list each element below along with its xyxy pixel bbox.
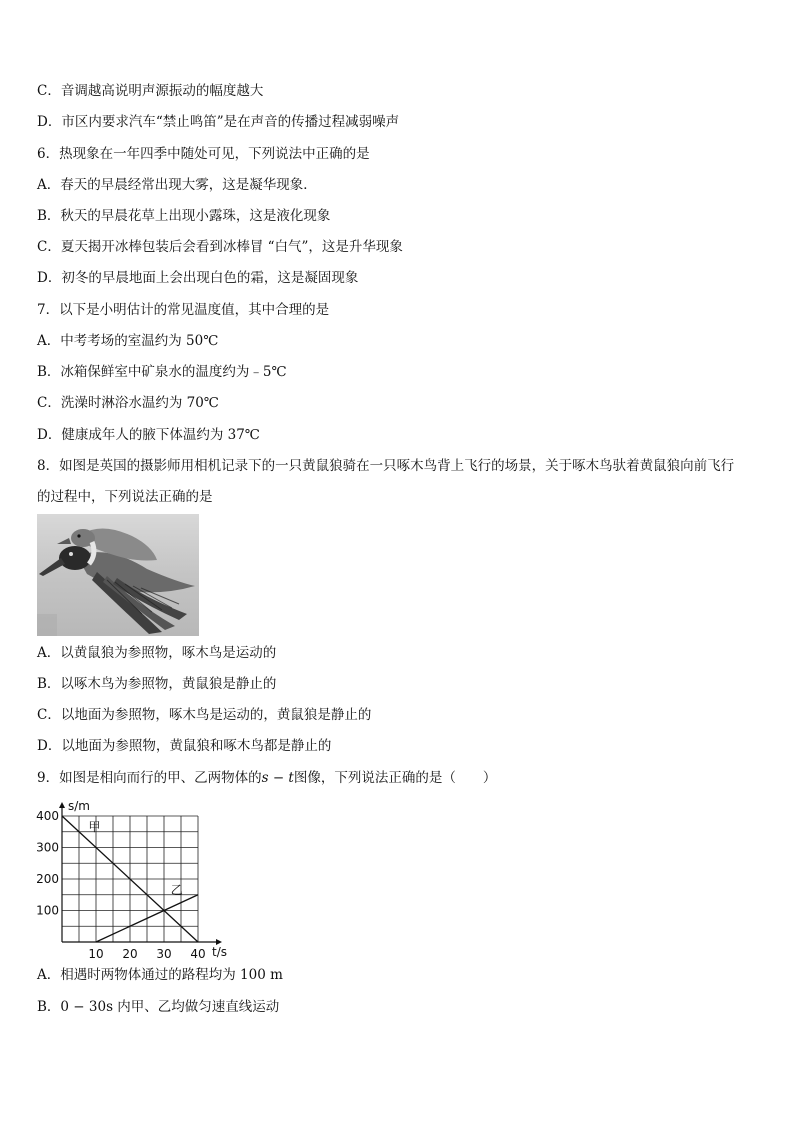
question-9-suffix: 图像，下列说法正确的是（ ） bbox=[293, 770, 497, 786]
option-8c: C．以地面为参照物，啄木鸟是运动的，黄鼠狼是静止的 bbox=[37, 707, 372, 723]
option-6c: C．夏天揭开冰棒包装后会看到冰棒冒 “白气”，这是升华现象 bbox=[37, 239, 403, 255]
question-8-line1: 8．如图是英国的摄影师用相机记录下的一只黄鼠狼骑在一只啄木鸟背上飞行的场景，关于啄木鸟驮着黄鼠狼向前飞行 bbox=[37, 458, 735, 474]
option-9a: A．相遇时两物体通过的路程均为 100 m bbox=[37, 967, 283, 983]
x-axis-label: t/s bbox=[212, 945, 227, 959]
question-9-prefix: 9．如图是相向而行的甲、乙两物体的 bbox=[37, 770, 262, 786]
question-9-math: s − t bbox=[261, 770, 294, 786]
option-8d: D．以地面为参照物，黄鼠狼和啄木鸟都是静止的 bbox=[37, 738, 332, 754]
option-6a: A．春天的早晨经常出现大雾，这是凝华现象． bbox=[37, 177, 317, 193]
option-7b: B．冰箱保鲜室中矿泉水的温度约为﹣5℃ bbox=[37, 364, 287, 380]
question-6: 6．热现象在一年四季中随处可见，下列说法中正确的是 bbox=[37, 146, 370, 162]
option-8a: A．以黄鼠狼为参照物，啄木鸟是运动的 bbox=[37, 645, 277, 661]
option-9b: B．0 − 30s 内甲、乙均做匀速直线运动 bbox=[37, 999, 280, 1015]
x-tick-label: 30 bbox=[156, 947, 172, 960]
option-6b: B．秋天的早晨花草上出现小露珠，这是液化现象 bbox=[37, 208, 331, 224]
series-label: 乙 bbox=[170, 882, 183, 897]
option-7d: D．健康成年人的腋下体温约为 37℃ bbox=[37, 427, 260, 443]
x-tick-label: 20 bbox=[122, 947, 138, 960]
y-axis-label: s/m bbox=[68, 799, 90, 813]
question-8-line2: 的过程中，下列说法正确的是 bbox=[37, 489, 213, 505]
option-7a: A．中考考场的室温约为 50℃ bbox=[37, 333, 219, 349]
question-7: 7．以下是小明估计的常见温度值，其中合理的是 bbox=[37, 302, 330, 318]
option-6d: D．初冬的早晨地面上会出现白色的霜，这是凝固现象 bbox=[37, 270, 359, 286]
x-tick-label: 40 bbox=[190, 947, 206, 960]
chart-axes bbox=[59, 802, 222, 945]
x-tick-label: 10 bbox=[88, 947, 104, 960]
option-6c-prev: C．音调越高说明声源振动的幅度越大 bbox=[37, 83, 264, 99]
option-5d: D．市区内要求汽车“禁止鸣笛”是在声音的传播过程减弱噪声 bbox=[37, 114, 400, 130]
y-tick-label: 100 bbox=[36, 903, 59, 918]
st-chart bbox=[34, 794, 234, 960]
option-8b: B．以啄木鸟为参照物，黄鼠狼是静止的 bbox=[37, 676, 277, 692]
weasel-woodpecker-photo bbox=[37, 514, 199, 636]
series-label: 甲 bbox=[88, 819, 101, 834]
option-7c: C．洗澡时淋浴水温约为 70℃ bbox=[37, 395, 219, 411]
question-9 bbox=[37, 769, 496, 787]
y-tick-label: 200 bbox=[36, 872, 59, 886]
y-tick-label: 300 bbox=[36, 840, 59, 855]
y-tick-label: 400 bbox=[36, 809, 59, 823]
y-axis-arrow bbox=[59, 802, 65, 808]
